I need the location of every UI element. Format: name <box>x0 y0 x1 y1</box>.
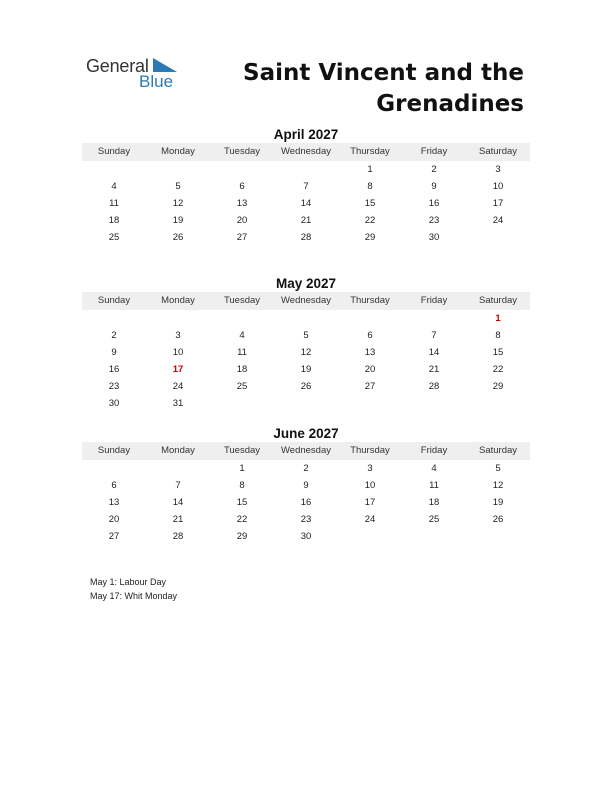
day-cell: 27 <box>108 531 120 542</box>
day-cell <box>402 395 466 412</box>
logo-general-text: General <box>86 56 149 76</box>
day-cell: 11 <box>429 480 439 491</box>
day-cell: 8 <box>239 480 245 491</box>
week-row <box>82 528 530 545</box>
day-cell: 21 <box>172 514 184 525</box>
day-cell: 14 <box>172 497 184 508</box>
day-cell: 18 <box>108 215 120 226</box>
weekday-header: Sunday <box>97 146 131 157</box>
day-cell: 25 <box>428 514 440 525</box>
day-cell: 14 <box>428 347 440 358</box>
day-cell: 9 <box>111 347 117 358</box>
day-cell: 21 <box>300 215 312 226</box>
month-title: April 2027 <box>273 127 339 142</box>
day-cell: 10 <box>364 480 376 491</box>
day-cell <box>466 395 530 412</box>
day-cell: 18 <box>428 497 440 508</box>
day-cell: 1 <box>239 463 245 474</box>
day-cell: 16 <box>428 198 440 209</box>
day-cell: 16 <box>108 364 120 375</box>
day-cell <box>402 528 466 545</box>
month-title: June 2027 <box>273 426 339 441</box>
day-cell <box>146 310 210 327</box>
weekday-header: Sunday <box>97 445 131 456</box>
day-cell <box>146 460 210 477</box>
day-cell: 3 <box>367 463 373 474</box>
day-cell: 11 <box>237 347 247 358</box>
day-cell: 3 <box>495 164 501 175</box>
day-cell: 19 <box>300 364 312 375</box>
day-cell: 20 <box>236 215 248 226</box>
day-cell: 30 <box>428 232 440 243</box>
month-april <box>82 126 530 246</box>
weekday-header: Sunday <box>97 295 131 306</box>
week-row <box>82 212 530 229</box>
day-cell: 3 <box>175 330 181 341</box>
day-cell <box>146 161 210 178</box>
day-cell: 9 <box>303 480 309 491</box>
day-cell <box>210 395 274 412</box>
week-row <box>82 460 530 477</box>
day-cell: 5 <box>175 181 181 192</box>
day-cell: 14 <box>300 198 312 209</box>
day-cell: 1 <box>367 164 373 175</box>
day-cell: 24 <box>364 514 376 525</box>
day-cell <box>466 229 530 246</box>
weekday-header: Friday <box>420 295 448 306</box>
month-title: May 2027 <box>275 276 337 291</box>
day-cell: 10 <box>492 181 504 192</box>
weekday-header: Monday <box>161 445 195 456</box>
day-cell: 29 <box>492 381 504 392</box>
day-cell: 17 <box>364 497 376 508</box>
week-row <box>82 477 530 494</box>
week-row <box>82 178 530 195</box>
weekday-header: Wednesday <box>281 295 331 306</box>
weekday-header: Monday <box>161 146 195 157</box>
day-cell: 10 <box>172 347 184 358</box>
day-cell: 4 <box>431 463 437 474</box>
day-cell: 17 <box>492 198 504 209</box>
day-cell <box>466 528 530 545</box>
weekday-header-row <box>82 143 530 161</box>
day-cell: 5 <box>303 330 309 341</box>
day-cell: 13 <box>236 198 248 209</box>
weekday-header: Wednesday <box>281 445 331 456</box>
weekday-header-row <box>82 442 530 460</box>
day-cell: 19 <box>172 215 184 226</box>
day-cell: 23 <box>108 381 120 392</box>
weekday-header: Friday <box>420 146 448 157</box>
day-cell: 6 <box>367 330 373 341</box>
weekday-header: Thursday <box>350 146 390 157</box>
day-cell <box>274 395 338 412</box>
day-cell: 27 <box>364 381 376 392</box>
day-cell: 28 <box>172 531 184 542</box>
title-line-1: Saint Vincent and the <box>243 60 524 86</box>
day-cell: 15 <box>236 497 248 508</box>
day-cell: 4 <box>111 181 117 192</box>
day-cell: 22 <box>364 215 376 226</box>
day-cell <box>274 310 338 327</box>
day-cell: 31 <box>172 398 184 409</box>
weekday-header: Tuesday <box>223 146 261 157</box>
day-cell: 6 <box>111 480 117 491</box>
weekday-header: Friday <box>420 445 448 456</box>
week-row <box>82 327 530 344</box>
weekday-header: Thursday <box>350 295 390 306</box>
brand-logo <box>86 56 186 92</box>
day-cell: 12 <box>492 480 504 491</box>
day-cell: 11 <box>109 198 119 209</box>
day-cell: 12 <box>172 198 184 209</box>
week-row <box>82 361 530 378</box>
day-cell <box>210 161 274 178</box>
week-row <box>82 195 530 212</box>
day-cell: 26 <box>492 514 504 525</box>
week-row <box>82 161 530 178</box>
day-cell: 28 <box>428 381 440 392</box>
weekday-header: Tuesday <box>223 295 261 306</box>
day-cell: 9 <box>431 181 437 192</box>
week-row <box>82 511 530 528</box>
day-cell: 28 <box>300 232 312 243</box>
day-cell: 7 <box>175 480 181 491</box>
day-cell: 29 <box>364 232 376 243</box>
day-cell: 7 <box>303 181 309 192</box>
day-cell: 2 <box>431 164 437 175</box>
day-cell: 8 <box>495 330 501 341</box>
day-cell: 20 <box>108 514 120 525</box>
month-june <box>82 425 530 545</box>
day-cell <box>210 310 274 327</box>
holiday-note: May 1: Labour Day <box>90 577 167 587</box>
holiday-day-cell: 17 <box>172 364 184 375</box>
weekday-header: Saturday <box>478 146 518 157</box>
weekday-header-row <box>82 292 530 310</box>
day-cell <box>82 310 146 327</box>
day-cell <box>82 161 146 178</box>
logo-blue-text: Blue <box>139 72 174 91</box>
day-cell: 30 <box>108 398 120 409</box>
holiday-note: May 17: Whit Monday <box>90 591 178 601</box>
week-row <box>82 494 530 511</box>
day-cell: 27 <box>236 232 248 243</box>
day-cell: 25 <box>108 232 120 243</box>
day-cell: 23 <box>428 215 440 226</box>
day-cell <box>338 310 402 327</box>
day-cell: 15 <box>492 347 504 358</box>
day-cell <box>338 528 402 545</box>
week-row <box>82 378 530 395</box>
day-cell: 23 <box>300 514 312 525</box>
day-cell: 22 <box>492 364 504 375</box>
month-may <box>82 275 530 412</box>
day-cell: 29 <box>236 531 248 542</box>
week-row <box>82 310 530 327</box>
day-cell: 4 <box>239 330 245 341</box>
day-cell <box>402 310 466 327</box>
day-cell: 22 <box>236 514 248 525</box>
day-cell: 5 <box>495 463 501 474</box>
day-cell: 12 <box>300 347 312 358</box>
day-cell: 30 <box>300 531 312 542</box>
day-cell: 15 <box>364 198 376 209</box>
day-cell: 20 <box>364 364 376 375</box>
day-cell: 8 <box>367 181 373 192</box>
weekday-header: Thursday <box>350 445 390 456</box>
week-row <box>82 395 530 412</box>
weekday-header: Tuesday <box>223 445 261 456</box>
day-cell: 2 <box>303 463 309 474</box>
logo-triangle-icon <box>153 58 177 72</box>
day-cell: 7 <box>431 330 437 341</box>
day-cell: 13 <box>364 347 376 358</box>
day-cell <box>82 460 146 477</box>
day-cell: 2 <box>111 330 117 341</box>
holiday-notes <box>90 575 177 603</box>
day-cell: 24 <box>492 215 504 226</box>
day-cell: 13 <box>108 497 120 508</box>
day-cell: 24 <box>172 381 184 392</box>
weekday-header: Saturday <box>478 295 518 306</box>
country-title <box>243 58 524 120</box>
day-cell: 16 <box>300 497 312 508</box>
day-cell <box>274 161 338 178</box>
day-cell: 25 <box>236 381 248 392</box>
title-line-2: Grenadines <box>376 91 524 117</box>
weekday-header: Saturday <box>478 445 518 456</box>
weekday-header: Wednesday <box>281 146 331 157</box>
day-cell: 21 <box>428 364 440 375</box>
day-cell <box>338 395 402 412</box>
day-cell: 6 <box>239 181 245 192</box>
week-row <box>82 229 530 246</box>
day-cell: 26 <box>172 232 184 243</box>
weekday-header: Monday <box>161 295 195 306</box>
day-cell: 19 <box>492 497 504 508</box>
week-row <box>82 344 530 361</box>
day-cell: 18 <box>236 364 248 375</box>
day-cell: 26 <box>300 381 312 392</box>
holiday-day-cell: 1 <box>495 313 501 324</box>
